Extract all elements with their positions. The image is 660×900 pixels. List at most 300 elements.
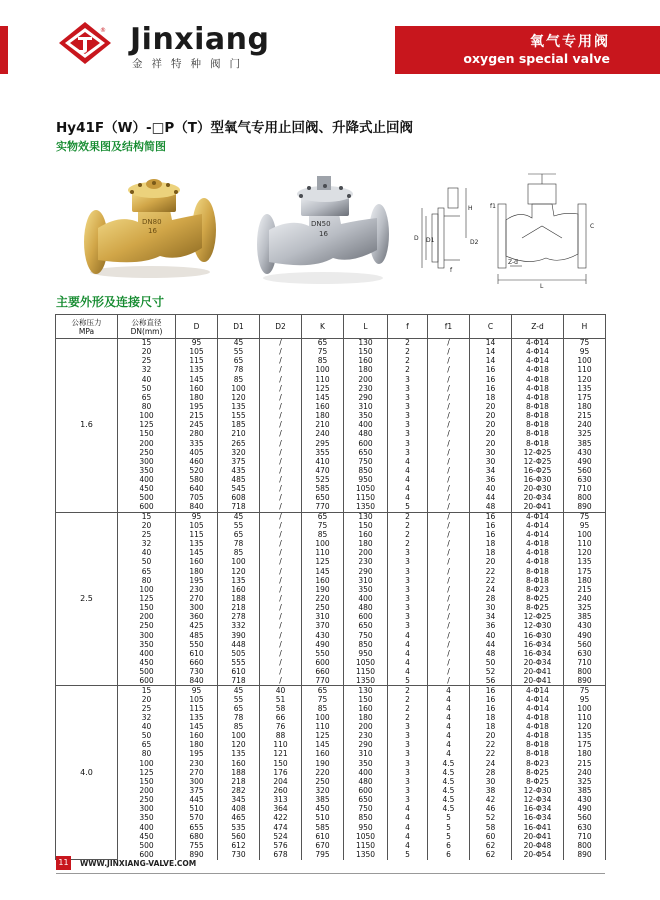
- table-cell: 3: [388, 613, 428, 622]
- table-cell: 650: [344, 448, 388, 457]
- table-cell: /: [428, 430, 470, 439]
- table-cell: /: [428, 412, 470, 421]
- table-cell: 5: [388, 850, 428, 859]
- table-cell: 110: [260, 741, 302, 750]
- label-d2: D2: [470, 239, 479, 246]
- table-cell: 660: [176, 658, 218, 667]
- table-cell: 22: [470, 576, 512, 585]
- table-cell: 20: [470, 732, 512, 741]
- table-cell: 450: [118, 658, 176, 667]
- table-cell: /: [260, 649, 302, 658]
- table-cell: 480: [344, 430, 388, 439]
- table-cell: /: [260, 558, 302, 567]
- table-cell: 160: [344, 530, 388, 539]
- table-cell: 150: [118, 430, 176, 439]
- table-cell: 4-Φ18: [512, 384, 564, 393]
- table-cell: 200: [118, 786, 176, 795]
- table-cell: 145: [302, 393, 344, 402]
- header-z-d: Z-d: [512, 315, 564, 339]
- table-cell: 145: [302, 567, 344, 576]
- pressure-cell: 4.0: [56, 686, 118, 860]
- table-cell: /: [260, 658, 302, 667]
- steel-check-valve-image: [255, 170, 390, 285]
- table-cell: 62: [470, 850, 512, 859]
- table-cell: 770: [302, 677, 344, 686]
- table-cell: 62: [470, 841, 512, 850]
- table-cell: 500: [118, 841, 176, 850]
- table-cell: 5: [428, 814, 470, 823]
- brand-name: Jinxiang: [130, 22, 270, 57]
- label-c: C: [590, 223, 595, 230]
- table-cell: 4-Φ18: [512, 393, 564, 402]
- table-cell: 16: [470, 366, 512, 375]
- table-cell: 135: [218, 750, 260, 759]
- table-cell: /: [428, 567, 470, 576]
- table-cell: 20-Φ41: [512, 677, 564, 686]
- table-cell: 535: [218, 823, 260, 832]
- table-cell: 22: [470, 567, 512, 576]
- table-cell: 600: [118, 503, 176, 512]
- table-cell: 840: [176, 503, 218, 512]
- table-row: [56, 485, 606, 494]
- table-cell: 100: [218, 384, 260, 393]
- table-row: [56, 613, 606, 622]
- table-cell: 100: [302, 540, 344, 549]
- table-cell: 110: [302, 375, 344, 384]
- table-cell: 4: [388, 466, 428, 475]
- table-cell: 40: [118, 375, 176, 384]
- label-d1: D1: [426, 237, 435, 244]
- table-cell: 210: [218, 430, 260, 439]
- table-cell: 32: [118, 713, 176, 722]
- table-cell: 4: [388, 485, 428, 494]
- table-row: [56, 402, 606, 411]
- header-d2: D2: [260, 315, 302, 339]
- table-cell: 3: [388, 594, 428, 603]
- table-cell: /: [260, 622, 302, 631]
- table-cell: 30: [470, 457, 512, 466]
- table-cell: 3: [388, 393, 428, 402]
- table-row: [56, 412, 606, 421]
- header-k: K: [302, 315, 344, 339]
- table-cell: 32: [118, 540, 176, 549]
- table-cell: 3: [388, 604, 428, 613]
- table-cell: 78: [218, 540, 260, 549]
- table-cell: 730: [176, 668, 218, 677]
- table-cell: 12-Φ25: [512, 613, 564, 622]
- table-cell: 50: [470, 658, 512, 667]
- table-cell: 135: [218, 402, 260, 411]
- table-cell: /: [260, 668, 302, 677]
- table-cell: 150: [118, 604, 176, 613]
- table-cell: 410: [302, 457, 344, 466]
- table-row: [56, 732, 606, 741]
- table-cell: 18: [470, 713, 512, 722]
- page-header: [0, 0, 660, 74]
- table-cell: 100: [118, 585, 176, 594]
- table-cell: 105: [176, 695, 218, 704]
- table-cell: 2: [388, 366, 428, 375]
- table-cell: 612: [218, 841, 260, 850]
- table-cell: 20: [470, 558, 512, 567]
- table-cell: 4-Φ14: [512, 357, 564, 366]
- table-cell: 4: [428, 732, 470, 741]
- valve2-plate-dn: DN50: [311, 220, 331, 228]
- table-cell: 350: [344, 585, 388, 594]
- table-cell: 4-Φ18: [512, 549, 564, 558]
- table-cell: 80: [118, 402, 176, 411]
- table-cell: 215: [564, 759, 606, 768]
- table-cell: 200: [118, 439, 176, 448]
- table-cell: 4-Φ18: [512, 540, 564, 549]
- table-cell: 36: [470, 622, 512, 631]
- table-cell: 215: [176, 412, 218, 421]
- table-cell: 325: [564, 604, 606, 613]
- table-cell: 65: [218, 357, 260, 366]
- table-cell: 4-Φ18: [512, 732, 564, 741]
- table-cell: 135: [564, 732, 606, 741]
- table-cell: 16-Φ34: [512, 649, 564, 658]
- table-cell: 180: [564, 402, 606, 411]
- table-cell: 505: [218, 649, 260, 658]
- table-cell: 16: [470, 530, 512, 539]
- table-cell: 3: [388, 439, 428, 448]
- table-cell: /: [260, 384, 302, 393]
- table-cell: 345: [218, 796, 260, 805]
- table-cell: 66: [260, 713, 302, 722]
- table-cell: 890: [564, 677, 606, 686]
- table-row: [56, 375, 606, 384]
- table-cell: 555: [218, 658, 260, 667]
- table-cell: 120: [564, 549, 606, 558]
- table-cell: 145: [176, 722, 218, 731]
- table-cell: 385: [564, 786, 606, 795]
- table-cell: 408: [218, 805, 260, 814]
- table-cell: 52: [470, 668, 512, 677]
- table-cell: 650: [344, 796, 388, 805]
- table-cell: 4-Φ14: [512, 530, 564, 539]
- table-row: [56, 695, 606, 704]
- table-cell: 125: [118, 768, 176, 777]
- table-cell: 655: [176, 823, 218, 832]
- table-cell: 5: [428, 832, 470, 841]
- table-cell: 4.5: [428, 777, 470, 786]
- table-row: [56, 558, 606, 567]
- table-cell: /: [260, 393, 302, 402]
- table-cell: /: [428, 576, 470, 585]
- table-cell: 14: [470, 339, 512, 348]
- table-cell: 160: [176, 732, 218, 741]
- table-header-row: [56, 315, 606, 339]
- table-cell: 2: [388, 521, 428, 530]
- table-cell: 3: [388, 732, 428, 741]
- table-cell: 3: [388, 759, 428, 768]
- table-cell: 4-Φ14: [512, 704, 564, 713]
- table-cell: 400: [344, 421, 388, 430]
- table-row: [56, 814, 606, 823]
- page-title: Hy41F（W）-□P（T）型氧气专用止回阀、升降式止回阀: [56, 120, 413, 136]
- table-cell: 300: [176, 777, 218, 786]
- table-cell: 80: [118, 576, 176, 585]
- table-cell: 58: [260, 704, 302, 713]
- table-cell: /: [260, 677, 302, 686]
- table-cell: 78: [218, 366, 260, 375]
- table-cell: 8-Φ18: [512, 430, 564, 439]
- footer-url: WWW.JINXIANG-VALVE.COM: [80, 859, 197, 868]
- table-cell: /: [260, 348, 302, 357]
- table-cell: 448: [218, 640, 260, 649]
- table-cell: 85: [302, 357, 344, 366]
- table-cell: 570: [176, 814, 218, 823]
- table-cell: 8-Φ25: [512, 768, 564, 777]
- table-cell: 270: [176, 768, 218, 777]
- table-row: [56, 832, 606, 841]
- table-cell: 48: [470, 503, 512, 512]
- table-cell: 16-Φ30: [512, 631, 564, 640]
- category-en: oxygen special valve: [463, 51, 610, 66]
- table-row: [56, 786, 606, 795]
- table-cell: 120: [218, 567, 260, 576]
- table-cell: 710: [564, 485, 606, 494]
- table-cell: 585: [302, 485, 344, 494]
- table-cell: 600: [118, 850, 176, 859]
- table-cell: 180: [344, 713, 388, 722]
- table-cell: 524: [260, 832, 302, 841]
- table-cell: 180: [564, 750, 606, 759]
- table-cell: 4: [388, 649, 428, 658]
- table-cell: 95: [176, 512, 218, 521]
- header-h: H: [564, 315, 606, 339]
- table-cell: 218: [218, 604, 260, 613]
- table-cell: 50: [118, 384, 176, 393]
- table-cell: 4: [428, 713, 470, 722]
- table-cell: 630: [564, 649, 606, 658]
- pressure-cell: 1.6: [56, 339, 118, 513]
- table-cell: /: [428, 466, 470, 475]
- table-cell: 25: [118, 530, 176, 539]
- table-row: [56, 439, 606, 448]
- table-cell: 180: [176, 741, 218, 750]
- table-row: [56, 796, 606, 805]
- table-cell: 1150: [344, 494, 388, 503]
- table-cell: 40: [260, 686, 302, 695]
- table-cell: /: [260, 357, 302, 366]
- table-cell: 4: [428, 695, 470, 704]
- table-cell: 245: [176, 421, 218, 430]
- table-row: [56, 704, 606, 713]
- table-row: [56, 512, 606, 521]
- table-cell: 120: [218, 741, 260, 750]
- table-cell: 12-Φ34: [512, 796, 564, 805]
- header-d1: D1: [218, 315, 260, 339]
- table-row: [56, 631, 606, 640]
- table-cell: 16-Φ41: [512, 823, 564, 832]
- table-cell: 610: [218, 668, 260, 677]
- table-cell: /: [260, 549, 302, 558]
- table-cell: 230: [344, 384, 388, 393]
- table-cell: 85: [302, 530, 344, 539]
- table-cell: 85: [218, 375, 260, 384]
- table-cell: 36: [470, 476, 512, 485]
- table-cell: 750: [344, 805, 388, 814]
- table-cell: /: [260, 439, 302, 448]
- table-cell: 5: [388, 503, 428, 512]
- table-cell: 610: [176, 649, 218, 658]
- table-cell: 15: [118, 339, 176, 348]
- table-cell: 800: [564, 841, 606, 850]
- table-cell: 600: [344, 613, 388, 622]
- table-row: [56, 823, 606, 832]
- table-cell: 14: [470, 357, 512, 366]
- table-cell: 12-Φ30: [512, 786, 564, 795]
- table-cell: 218: [218, 777, 260, 786]
- table-cell: 4: [388, 814, 428, 823]
- table-cell: /: [428, 485, 470, 494]
- table-cell: 45: [218, 686, 260, 695]
- table-cell: 135: [176, 713, 218, 722]
- table-cell: 2: [388, 512, 428, 521]
- table-cell: 4-Φ18: [512, 366, 564, 375]
- table-cell: 520: [176, 466, 218, 475]
- table-cell: 12-Φ25: [512, 448, 564, 457]
- table-cell: 385: [302, 796, 344, 805]
- table-cell: 300: [118, 805, 176, 814]
- table-row: [56, 741, 606, 750]
- table-cell: 110: [564, 366, 606, 375]
- brand-subtitle: 金祥特种阀门: [132, 58, 249, 70]
- table-row: [56, 521, 606, 530]
- table-cell: 800: [564, 494, 606, 503]
- table-cell: /: [260, 503, 302, 512]
- label-f1: f1: [490, 203, 496, 210]
- table-cell: 22: [470, 741, 512, 750]
- table-cell: 3: [388, 777, 428, 786]
- table-cell: 500: [118, 494, 176, 503]
- table-cell: 260: [260, 786, 302, 795]
- table-cell: 16-Φ34: [512, 814, 564, 823]
- table-cell: 4.5: [428, 805, 470, 814]
- table-cell: /: [260, 375, 302, 384]
- table-cell: /: [260, 402, 302, 411]
- table-cell: 5: [388, 677, 428, 686]
- table-cell: 4-Φ14: [512, 339, 564, 348]
- table-cell: 230: [344, 732, 388, 741]
- dimensions-table: [55, 314, 606, 860]
- valve2-plate-pn: 16: [319, 230, 328, 238]
- table-cell: 335: [176, 439, 218, 448]
- table-cell: 65: [302, 686, 344, 695]
- table-cell: 705: [176, 494, 218, 503]
- table-row: [56, 658, 606, 667]
- table-cell: 4-Φ14: [512, 348, 564, 357]
- table-row: [56, 357, 606, 366]
- table-row: [56, 567, 606, 576]
- table-cell: 130: [344, 512, 388, 521]
- table-cell: 3: [388, 549, 428, 558]
- table-cell: 680: [176, 832, 218, 841]
- table-cell: 4: [388, 494, 428, 503]
- table-cell: 80: [118, 750, 176, 759]
- table-cell: 16: [470, 704, 512, 713]
- table-cell: 12-Φ30: [512, 622, 564, 631]
- table-cell: 550: [302, 649, 344, 658]
- table-cell: 3: [388, 384, 428, 393]
- table-cell: 4.5: [428, 796, 470, 805]
- header-f: f: [388, 315, 428, 339]
- table-cell: 105: [176, 521, 218, 530]
- table-cell: 630: [564, 476, 606, 485]
- table-cell: 710: [564, 832, 606, 841]
- table-cell: 188: [218, 594, 260, 603]
- table-cell: 445: [176, 796, 218, 805]
- table-cell: /: [428, 540, 470, 549]
- table-cell: 135: [564, 384, 606, 393]
- table-cell: 400: [118, 476, 176, 485]
- table-cell: 4.5: [428, 768, 470, 777]
- table-cell: 3: [388, 558, 428, 567]
- table-cell: /: [428, 622, 470, 631]
- table-row: [56, 841, 606, 850]
- table-cell: 95: [564, 521, 606, 530]
- table-cell: 545: [218, 485, 260, 494]
- table-row: [56, 594, 606, 603]
- table-cell: 485: [176, 631, 218, 640]
- table-cell: 195: [176, 750, 218, 759]
- table-cell: 290: [344, 567, 388, 576]
- table-cell: 18: [470, 393, 512, 402]
- table-cell: 600: [118, 677, 176, 686]
- table-cell: 18: [470, 722, 512, 731]
- table-cell: 3: [388, 741, 428, 750]
- table-cell: 46: [470, 805, 512, 814]
- table-cell: 750: [344, 631, 388, 640]
- table-cell: /: [260, 604, 302, 613]
- header-d: D: [176, 315, 218, 339]
- table-cell: 4: [428, 686, 470, 695]
- table-cell: 55: [218, 695, 260, 704]
- table-cell: 430: [564, 796, 606, 805]
- table-cell: /: [260, 466, 302, 475]
- table-cell: /: [428, 668, 470, 677]
- table-cell: 20-Φ30: [512, 485, 564, 494]
- table-cell: 220: [302, 594, 344, 603]
- table-cell: 100: [302, 366, 344, 375]
- table-cell: 400: [118, 823, 176, 832]
- table-cell: 4-Φ18: [512, 558, 564, 567]
- table-cell: 950: [344, 649, 388, 658]
- table-cell: 150: [344, 348, 388, 357]
- table-cell: 2: [388, 357, 428, 366]
- table-cell: 890: [564, 850, 606, 859]
- table-cell: 730: [218, 850, 260, 859]
- table-cell: 16-Φ30: [512, 476, 564, 485]
- table-cell: 4: [388, 476, 428, 485]
- table-cell: 75: [564, 512, 606, 521]
- table-cell: 1350: [344, 503, 388, 512]
- table-cell: 8-Φ25: [512, 777, 564, 786]
- table-cell: 600: [344, 786, 388, 795]
- table-cell: 3: [388, 576, 428, 585]
- brass-check-valve-image: [80, 170, 220, 280]
- table-cell: 2: [388, 540, 428, 549]
- table-cell: /: [260, 476, 302, 485]
- table-cell: 375: [218, 457, 260, 466]
- table-cell: 18: [470, 540, 512, 549]
- table-cell: 430: [564, 622, 606, 631]
- table-cell: 4-Φ18: [512, 722, 564, 731]
- header-pn: 公称压力 MPa: [56, 315, 118, 339]
- table-cell: 215: [564, 412, 606, 421]
